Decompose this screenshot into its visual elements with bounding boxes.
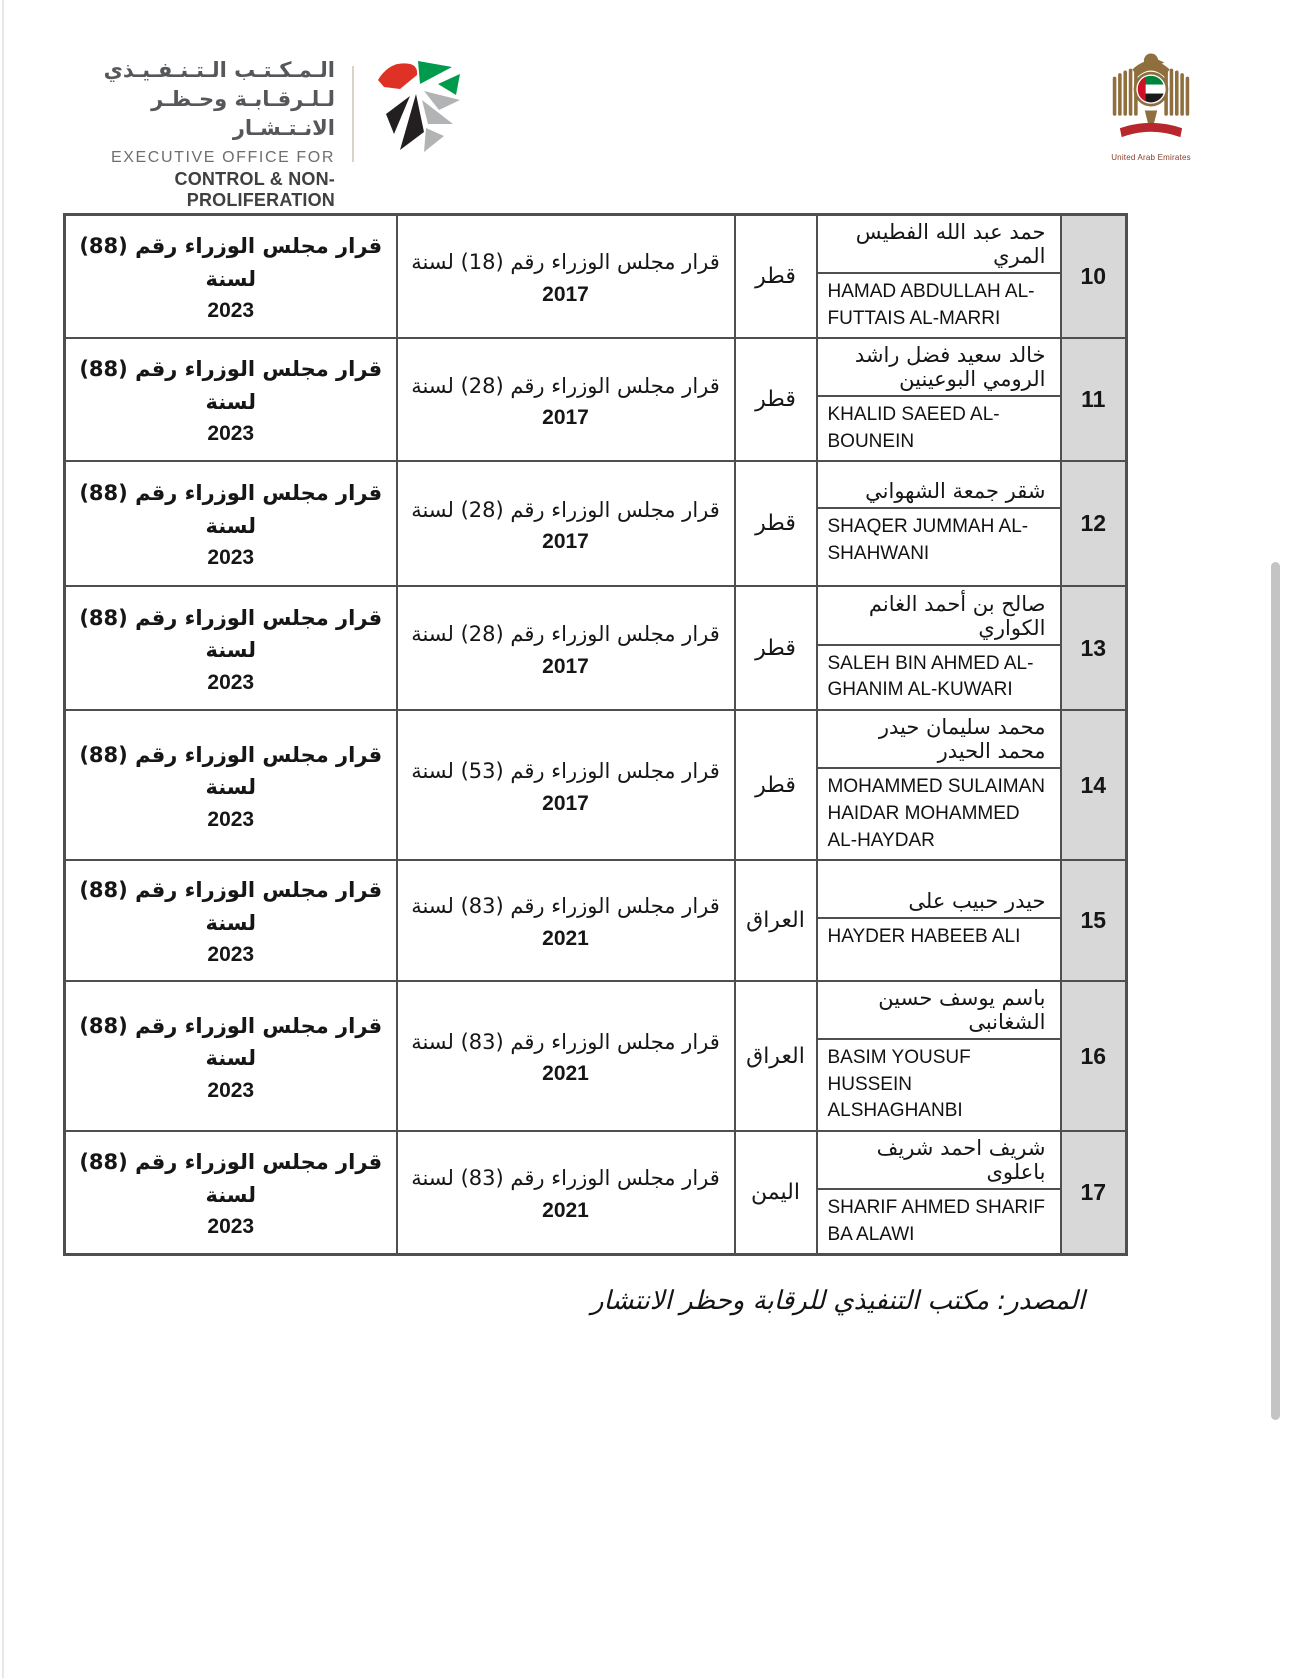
table-row — [65, 710, 1127, 860]
amendment-decision-year: 2023 — [207, 1078, 255, 1102]
name-cell — [817, 338, 1061, 461]
name-english: HAMAD ABDULLAH AL-FUTTAIS AL-MARRI — [818, 272, 1060, 337]
country-cell: قطر — [735, 710, 817, 860]
amendment-decision-year: 2023 — [207, 546, 255, 570]
country-cell: قطر — [735, 215, 817, 339]
table-row — [65, 461, 1127, 586]
listing-decision-text: قرار مجلس الوزراء رقم (83) لسنة — [411, 1166, 720, 1191]
row-number-cell: 12 — [1061, 461, 1127, 586]
listing-decision-year: 2021 — [542, 926, 589, 950]
name-arabic: محمد سليمان حيدر محمد الحيدر — [878, 715, 1046, 764]
logo-english-line2: CONTROL & NON-PROLIFERATION — [174, 169, 335, 210]
name-arabic: خالد سعيد فضل راشد الرومي البوعينين — [854, 343, 1046, 392]
name-arabic: حمد عبد الله الفطيس المري — [855, 220, 1046, 268]
logo-english-line1: EXECUTIVE OFFICE FOR — [110, 149, 335, 166]
listing-decision-text: قرار مجلس الوزراء رقم (18) لسنة — [411, 250, 720, 275]
listing-decision-text: قرار مجلس الوزراء رقم (83) لسنة — [411, 1029, 720, 1054]
amendment-decision-cell — [65, 215, 397, 339]
amendment-decision-year: 2023 — [207, 943, 255, 967]
name-english: SALEH BIN AHMED AL-GHANIM AL-KUWARI — [818, 644, 1060, 709]
row-number-cell: 10 — [1061, 215, 1127, 339]
row-number-cell: 13 — [1061, 586, 1127, 710]
scrollbar-thumb[interactable] — [1271, 562, 1280, 1420]
listing-decision-cell — [397, 215, 735, 339]
uae-emblem — [1108, 50, 1194, 162]
source-caption: المصدر: مكتب التنفيذي للرقابة وحظر الانتشار — [590, 1286, 1085, 1316]
logo-arabic-line2: لـلـرقـابـة وحـظـر الانـتـشـار — [151, 87, 335, 140]
name-arabic: شقر جمعة الشهواني — [865, 479, 1046, 504]
country-cell: قطر — [735, 586, 817, 710]
amendment-decision-year: 2023 — [207, 422, 255, 446]
name-cell — [817, 215, 1061, 339]
row-number-cell: 11 — [1061, 338, 1127, 461]
amendment-decision-text: قرار مجلس الوزراء رقم (88) لسنة — [79, 742, 383, 800]
name-english: MOHAMMED SULAIMAN HAIDAR MOHAMMED AL-HAYDAR — [818, 767, 1060, 859]
amendment-decision-text: قرار مجلس الوزراء رقم (88) لسنة — [79, 605, 383, 663]
name-arabic: شريف احمد شريف باعلوى — [876, 1135, 1046, 1184]
listing-decision-year: 2017 — [542, 406, 589, 430]
listing-decision-cell — [397, 586, 735, 710]
listing-decision-cell — [397, 710, 735, 860]
logo-arabic-line1: الـمـكـتـب الـتـنـفـيـذي — [103, 58, 335, 82]
amendment-decision-text: قرار مجلس الوزراء رقم (88) لسنة — [79, 481, 383, 538]
listing-decision-cell — [397, 860, 735, 981]
listing-decision-year: 2017 — [542, 282, 589, 306]
uae-emblem-caption: United Arab Emirates — [1111, 153, 1191, 162]
listing-decision-cell — [397, 461, 735, 586]
amendment-decision-text: قرار مجلس الوزراء رقم (88) لسنة — [79, 878, 383, 935]
amendment-decision-cell — [65, 1131, 397, 1255]
table-row — [65, 215, 1127, 339]
name-cell — [817, 981, 1061, 1131]
amendment-decision-cell — [65, 981, 397, 1131]
table-row — [65, 1131, 1127, 1255]
logo-divider — [352, 66, 354, 162]
listing-decision-year: 2021 — [542, 1062, 589, 1086]
amendment-decision-cell — [65, 860, 397, 981]
row-number-cell: 15 — [1061, 860, 1127, 981]
listing-decision-year: 2017 — [542, 791, 589, 815]
name-english: SHARIF AHMED SHARIF BA ALAWI — [818, 1188, 1060, 1253]
name-english: SHAQER JUMMAH AL-SHAHWANI — [818, 507, 1060, 572]
listing-decision-text: قرار مجلس الوزراء رقم (28) لسنة — [411, 373, 720, 398]
page-edge-artifact — [2, 0, 4, 1678]
name-cell — [817, 586, 1061, 710]
country-cell: قطر — [735, 461, 817, 586]
amendment-decision-year: 2023 — [207, 1215, 255, 1239]
name-arabic: حيدر حبيب على — [908, 889, 1046, 914]
listing-decision-text: قرار مجلس الوزراء رقم (28) لسنة — [411, 497, 720, 522]
listing-decision-cell — [397, 981, 735, 1131]
amendment-decision-cell — [65, 586, 397, 710]
listing-decision-year: 2017 — [542, 654, 589, 678]
country-cell: قطر — [735, 338, 817, 461]
table-row — [65, 586, 1127, 710]
name-cell — [817, 710, 1061, 860]
name-arabic: صالح بن أحمد الغانم الكواري — [868, 591, 1046, 640]
eocn-logo-wordmark — [55, 56, 335, 211]
row-number-cell: 17 — [1061, 1131, 1127, 1255]
listing-decision-year: 2021 — [542, 1198, 589, 1222]
amendment-decision-text: قرار مجلس الوزراء رقم (88) لسنة — [79, 1013, 383, 1071]
name-arabic: باسم يوسف حسين الشغانبى — [878, 986, 1046, 1035]
table-row — [65, 860, 1127, 981]
row-number-cell: 16 — [1061, 981, 1127, 1131]
table-row — [65, 981, 1127, 1131]
country-cell: العراق — [735, 860, 817, 981]
amendment-decision-year: 2023 — [207, 807, 255, 831]
country-cell: العراق — [735, 981, 817, 1131]
amendment-decision-text: قرار مجلس الوزراء رقم (88) لسنة — [79, 1149, 383, 1207]
name-cell — [817, 860, 1061, 981]
amendment-decision-text: قرار مجلس الوزراء رقم (88) لسنة — [79, 357, 383, 414]
listing-decision-year: 2017 — [542, 530, 589, 554]
name-cell — [817, 461, 1061, 586]
listing-decision-text: قرار مجلس الوزراء رقم (83) لسنة — [411, 894, 720, 919]
country-cell: اليمن — [735, 1131, 817, 1255]
name-english: HAYDER HABEEB ALI — [818, 917, 1060, 956]
uae-emblem-icon — [1111, 50, 1191, 146]
amendment-decision-cell — [65, 338, 397, 461]
amendment-decision-year: 2023 — [207, 670, 255, 694]
amendment-decision-cell — [65, 710, 397, 860]
amendment-decision-text: قرار مجلس الوزراء رقم (88) لسنة — [79, 234, 383, 291]
row-number-cell: 14 — [1061, 710, 1127, 860]
table-row — [65, 338, 1127, 461]
listing-decision-cell — [397, 338, 735, 461]
name-english: BASIM YOUSUF HUSSEIN ALSHAGHANBI — [818, 1038, 1060, 1130]
listing-decision-text: قرار مجلس الوزراء رقم (53) لسنة — [411, 758, 720, 783]
amendment-decision-year: 2023 — [207, 299, 255, 323]
eocn-falcon-icon — [360, 58, 460, 164]
sanctions-table — [63, 213, 1128, 1256]
name-english: KHALID SAEED AL-BOUNEIN — [818, 395, 1060, 460]
amendment-decision-cell — [65, 461, 397, 586]
name-cell — [817, 1131, 1061, 1255]
listing-decision-cell — [397, 1131, 735, 1255]
listing-decision-text: قرار مجلس الوزراء رقم (28) لسنة — [411, 622, 720, 647]
